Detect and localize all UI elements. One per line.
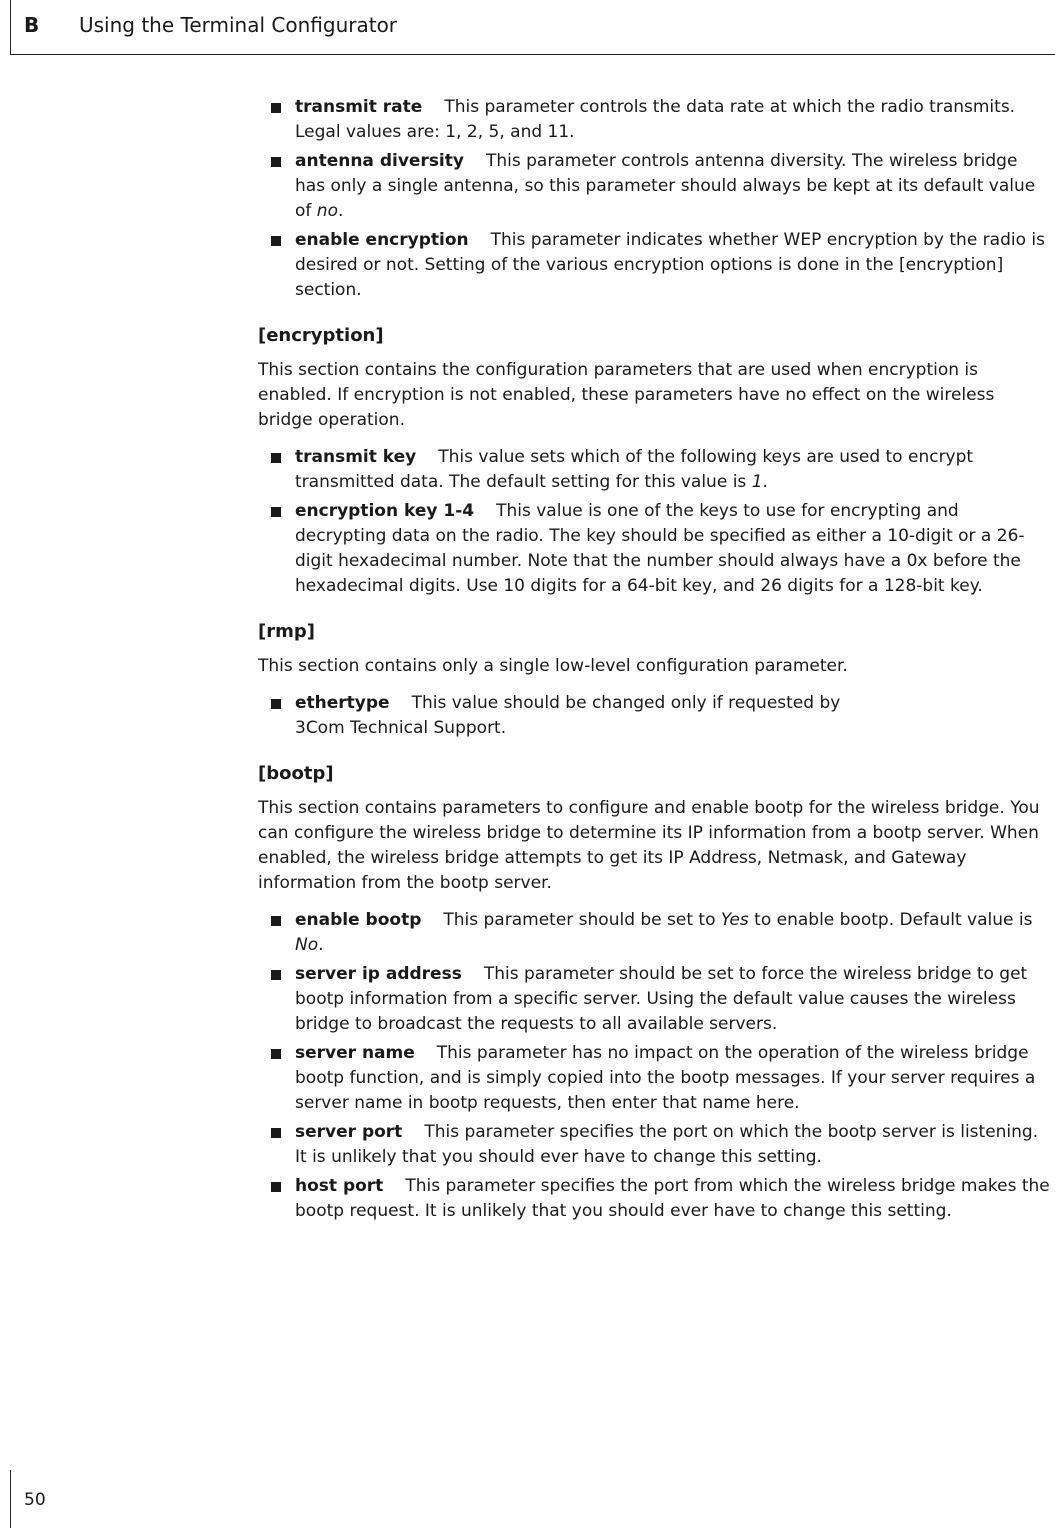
section-paragraph: This section contains only a single low-level configuration parameter. bbox=[258, 656, 848, 676]
square-bullet-icon bbox=[271, 1128, 281, 1138]
punctuation: . bbox=[318, 935, 324, 955]
header-rule bbox=[10, 54, 1055, 55]
square-bullet-icon bbox=[271, 103, 281, 113]
param-term: host port bbox=[295, 1176, 384, 1196]
param-description: This value is one of the keys to use for encrypting and decrypting data on the radio. The key should be specified as either a 10-digit or a 26-digit hexadecimal number. Note that the number should always have a 0x before the hexadecimal digits. Use 10 digits for a 64-bit key, and 26 digits for a 128-bit key. bbox=[295, 501, 1025, 596]
section-heading-encryption: [encryption] bbox=[258, 325, 384, 346]
list-item bbox=[258, 95, 1050, 145]
param-term: server ip address bbox=[295, 964, 462, 984]
list-item bbox=[258, 149, 1050, 224]
list-item bbox=[258, 499, 1050, 599]
square-bullet-icon bbox=[271, 916, 281, 926]
square-bullet-icon bbox=[271, 236, 281, 246]
param-description: This parameter should be set to force the wireless bridge to get bootp information from a specific server. Using the default value causes the wireless bridge to broadcast the requests to all available servers. bbox=[295, 964, 1028, 1034]
param-term: server port bbox=[295, 1122, 403, 1142]
param-term: transmit rate bbox=[295, 97, 423, 117]
square-bullet-icon bbox=[271, 507, 281, 517]
punctuation: . bbox=[762, 472, 768, 492]
param-default-value: No bbox=[295, 935, 319, 955]
list-item bbox=[258, 1120, 1050, 1170]
square-bullet-icon bbox=[271, 157, 281, 167]
appendix-letter: B bbox=[24, 13, 40, 37]
square-bullet-icon bbox=[271, 1182, 281, 1192]
param-default-value: 1 bbox=[751, 472, 763, 492]
param-description: This parameter specifies the port from which the wireless bridge makes the bootp request. It is unlikely that you should ever have to change this setting. bbox=[295, 1176, 1050, 1221]
list-item bbox=[258, 1041, 1050, 1116]
list-item bbox=[258, 445, 1050, 495]
param-description: This value sets which of the following keys are used to encrypt transmitted data. The default setting for this value is bbox=[295, 447, 974, 492]
square-bullet-icon bbox=[271, 1049, 281, 1059]
list-item bbox=[258, 228, 1050, 303]
section-paragraph: This section contains the configuration parameters that are used when encryption is enabled. If encryption is not enabled, these parameters have no effect on the wireless bridge operation. bbox=[258, 360, 995, 430]
square-bullet-icon bbox=[271, 970, 281, 980]
section-paragraph: This section contains parameters to configure and enable bootp for the wireless bridge. You can configure the wireless bridge to determine its IP information from a bootp server. When enabled, the wireless bridge attempts to get its IP Address, Netmask, and Gateway information from the bootp server. bbox=[258, 798, 1040, 893]
page-body bbox=[258, 95, 1050, 1228]
list-item bbox=[258, 691, 855, 741]
punctuation: . bbox=[337, 201, 344, 221]
param-term: enable encryption bbox=[295, 230, 469, 250]
chapter-title: Using the Terminal Configurator bbox=[79, 13, 398, 37]
param-term: server name bbox=[295, 1043, 415, 1063]
list-item bbox=[258, 1174, 1050, 1224]
page-header bbox=[0, 0, 1055, 56]
bootp-list bbox=[258, 908, 1050, 1224]
param-description: This parameter controls the data rate at which the radio transmits. Legal values are: 1, 2, 5, and 11. bbox=[295, 97, 1016, 142]
list-item bbox=[258, 908, 1050, 958]
param-description: This parameter has no impact on the operation of the wireless bridge bootp function, and is simply copied into the bootp messages. If your server requires a server name in bootp requests, then enter that name here. bbox=[295, 1043, 1036, 1113]
list-item bbox=[258, 962, 1050, 1037]
square-bullet-icon bbox=[271, 453, 281, 463]
param-default-value: no bbox=[316, 201, 338, 221]
intro-list bbox=[258, 95, 1050, 303]
param-term: enable bootp bbox=[295, 910, 422, 930]
square-bullet-icon bbox=[271, 699, 281, 709]
param-description: This parameter controls antenna diversity. The wireless bridge has only a single antenna, so this parameter should always be kept at its default value of bbox=[295, 151, 1036, 221]
param-description: to enable bootp. Default value is bbox=[748, 910, 1033, 930]
param-term: antenna diversity bbox=[295, 151, 464, 171]
header-left-rule bbox=[10, 0, 11, 55]
param-description: This value should be changed only if requested by 3Com Technical Support. bbox=[295, 693, 841, 738]
page-number: 50 bbox=[24, 1490, 46, 1510]
param-description: This parameter specifies the port on which the bootp server is listening. It is unlikely that you should ever have to change this setting. bbox=[295, 1122, 1039, 1167]
rmp-list bbox=[258, 691, 1050, 741]
param-term: encryption key 1-4 bbox=[295, 501, 475, 521]
param-term: ethertype bbox=[295, 693, 390, 713]
footer-left-rule bbox=[10, 1470, 11, 1528]
encryption-list bbox=[258, 445, 1050, 599]
param-description: This parameter should be set to bbox=[443, 910, 721, 930]
param-value: Yes bbox=[720, 910, 749, 930]
section-heading-bootp: [bootp] bbox=[258, 763, 334, 784]
param-term: transmit key bbox=[295, 447, 417, 467]
section-heading-rmp: [rmp] bbox=[258, 621, 315, 642]
param-description: This parameter indicates whether WEP encryption by the radio is desired or not. Setting of the various encryption options is done in the [encryption] section. bbox=[295, 230, 1045, 300]
